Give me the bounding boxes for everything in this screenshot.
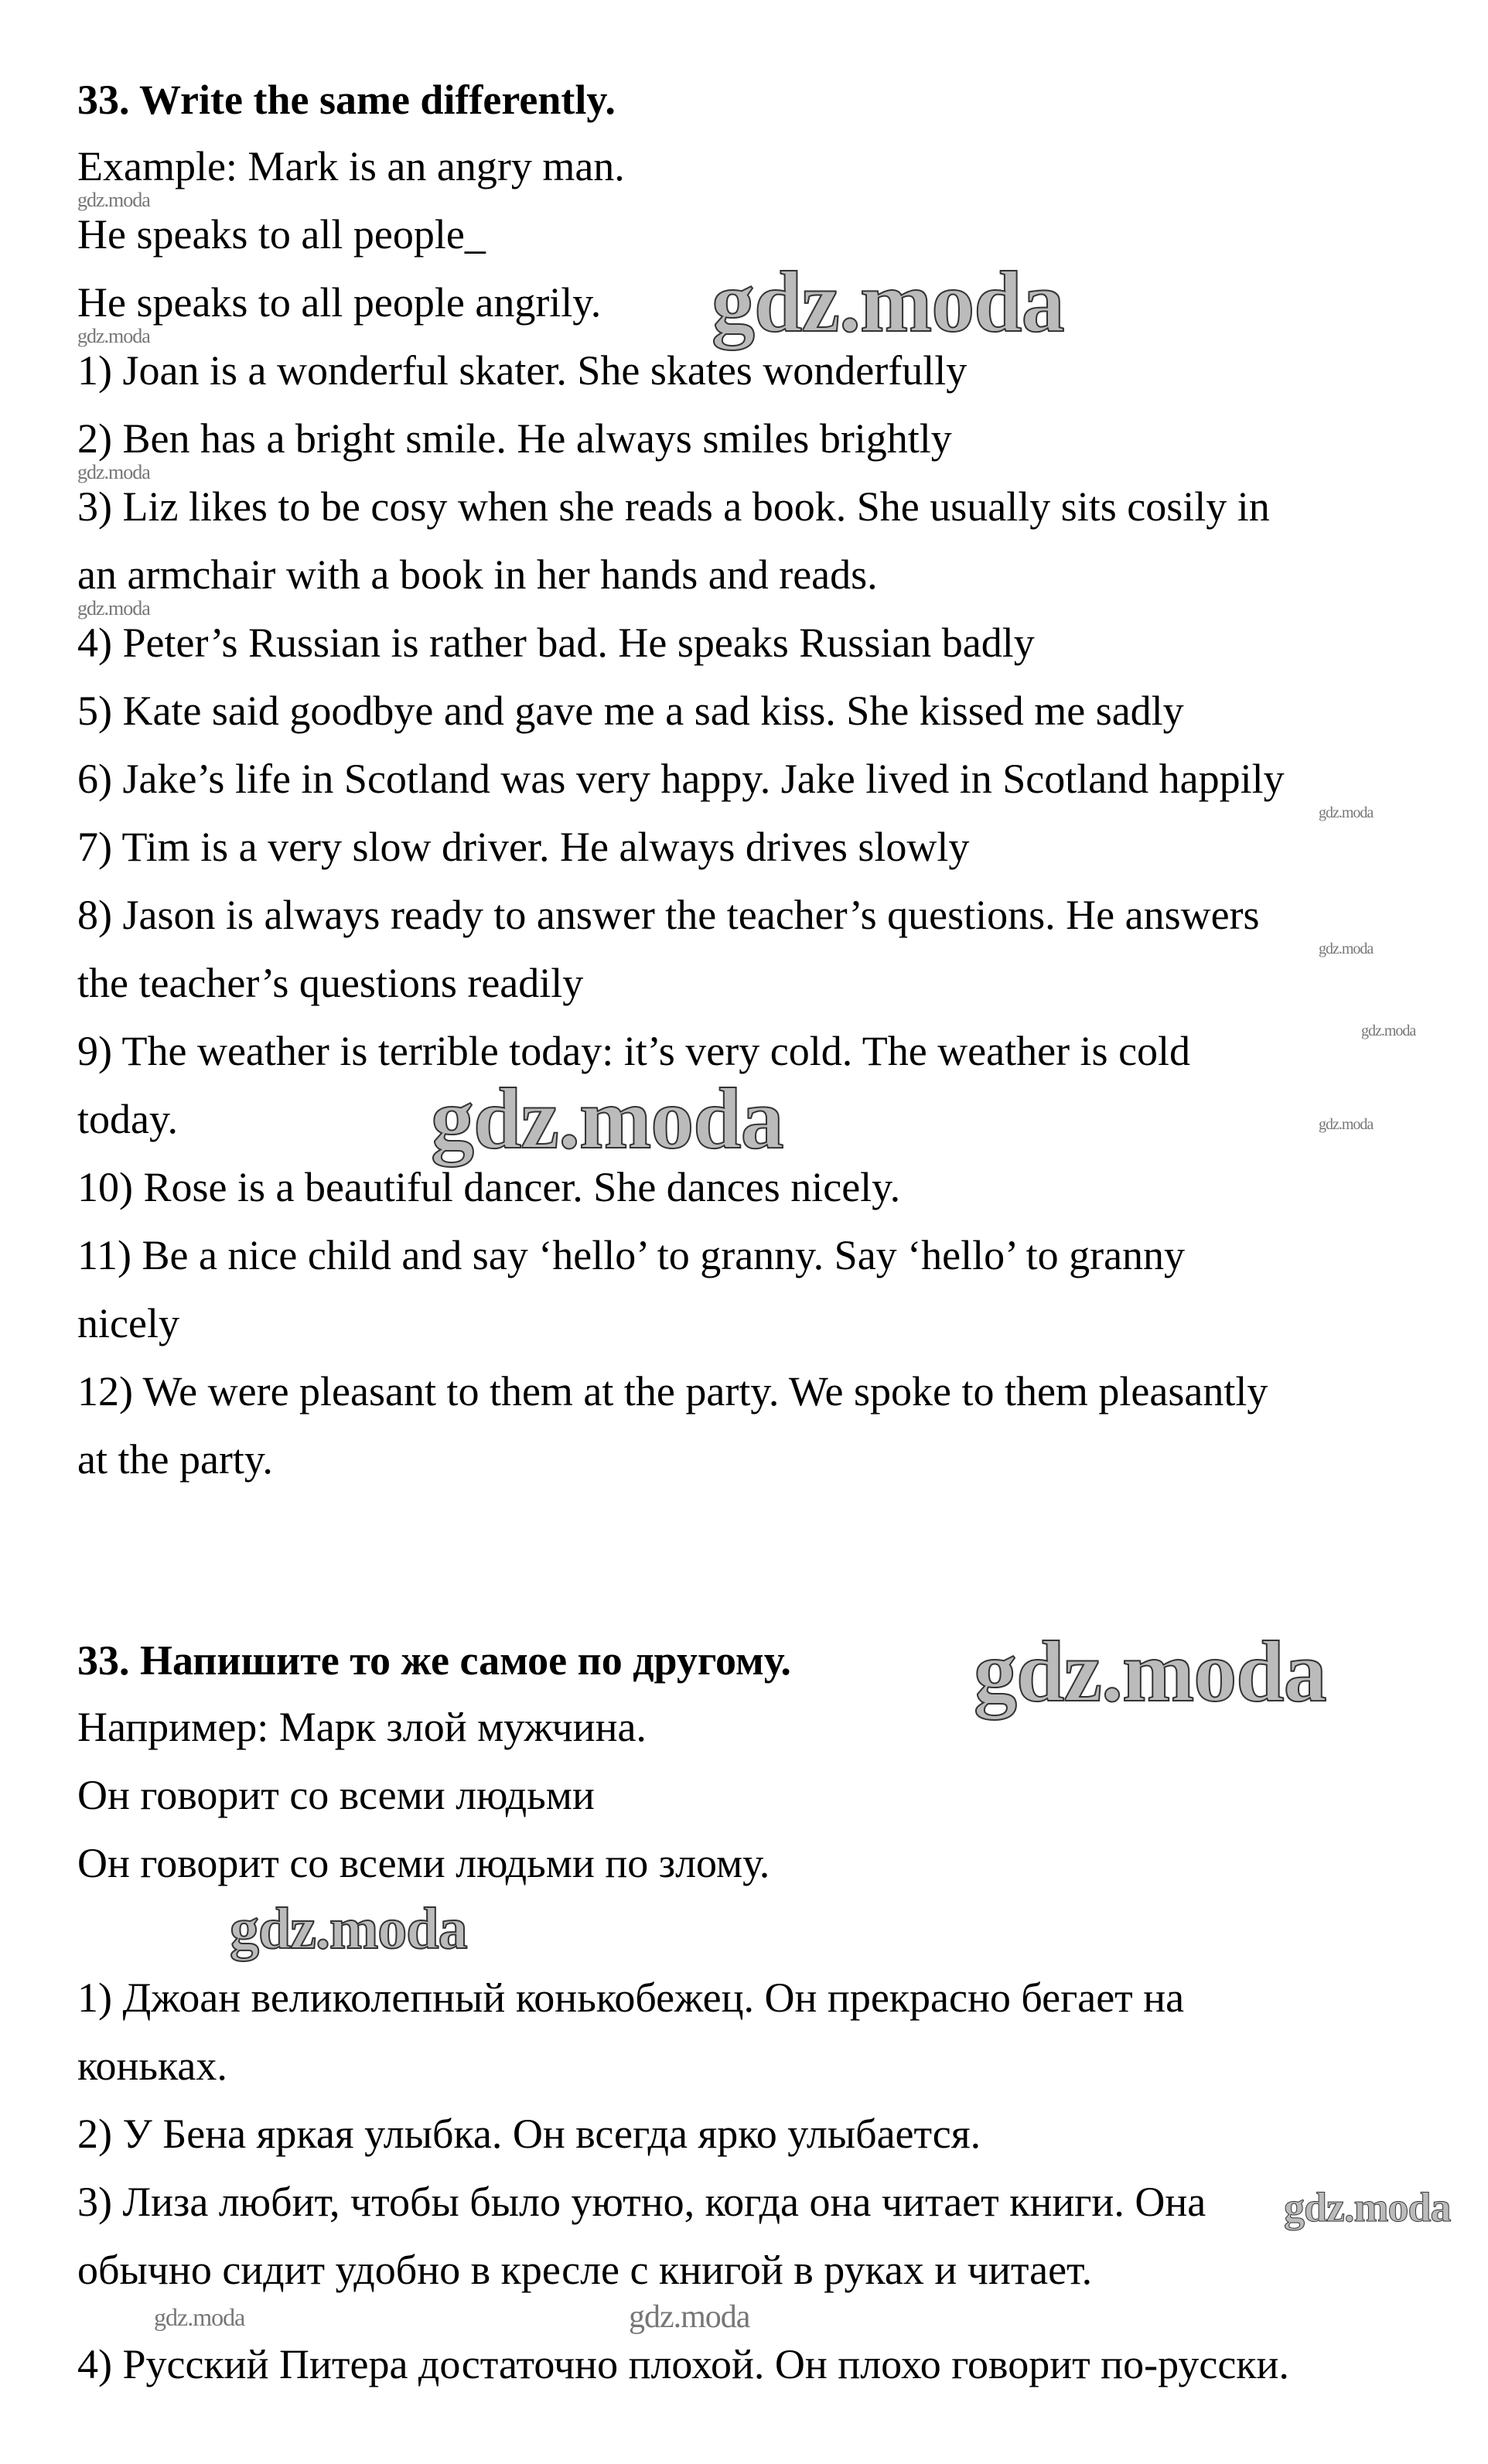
text-line: 6) Jake’s life in Scotland was very happy. Jake lived in Scotland happily: [77, 756, 1285, 802]
watermark-small: gdz.moda: [154, 2303, 245, 2331]
watermark-small: gdz.moda: [77, 597, 150, 619]
text-line: 5) Kate said goodbye and gave me a sad kiss. She kissed me sadly: [77, 688, 1184, 734]
text-line: 11) Be a nice child and say ‘hello’ to granny. Say ‘hello’ to granny: [77, 1232, 1186, 1278]
text-line: коньках.: [77, 2043, 227, 2089]
watermark-small: gdz.moda: [629, 2299, 750, 2335]
text-line: обычно сидит удобно в кресле с книгой в руках и читает.: [77, 2247, 1093, 2293]
exercise-title: 33. Write the same differently.: [77, 77, 616, 123]
text-line: 9) The weather is terrible today: it’s very cold. The weather is cold: [77, 1028, 1191, 1074]
text-line: 1) Joan is a wonderful skater. She skates wonderfully: [77, 347, 968, 394]
watermark-logo: gdz.moda: [431, 1071, 783, 1167]
watermark-small: gdz.moda: [1361, 1022, 1416, 1039]
watermark-small: gdz.moda: [77, 325, 150, 347]
text-line: Он говорит со всеми людьми по злому.: [77, 1840, 770, 1886]
text-line: 2) Ben has a bright smile. He always smiles brightly: [77, 415, 952, 462]
text-line: nicely: [77, 1300, 179, 1346]
text-line: 8) Jason is always ready to answer the teacher’s questions. He answers: [77, 892, 1260, 938]
watermark-small: gdz.moda: [1319, 1116, 1374, 1133]
watermark-small: gdz.moda: [1319, 804, 1374, 821]
text-line: the teacher’s questions readily: [77, 960, 584, 1006]
text-line: Example: Mark is an angry man.: [77, 143, 625, 189]
text-line: 1) Джоан великолепный конькобежец. Он прекрасно бегает на: [77, 1974, 1185, 2021]
text-line: 2) У Бена яркая улыбка. Он всегда ярко улыбается.: [77, 2111, 981, 2157]
text-line: He speaks to all people_: [77, 211, 486, 258]
watermark-logo: gdz.moda: [230, 1896, 467, 1961]
watermark-small: gdz.moda: [1319, 940, 1374, 957]
text-line: 4) Peter’s Russian is rather bad. He speaks Russian badly: [77, 619, 1035, 666]
text-line: He speaks to all people angrily.: [77, 279, 602, 326]
watermark-logo: gdz.moda: [974, 1624, 1326, 1720]
exercise-title: 33. Напишите то же самое по другому.: [77, 1637, 791, 1684]
watermark-small: gdz.moda: [77, 189, 150, 211]
text-line: Он говорит со всеми людьми: [77, 1772, 595, 1818]
text-line: Например: Марк злой мужчина.: [77, 1704, 647, 1750]
watermark-logo: gdz.moda: [712, 254, 1064, 350]
text-line: 10) Rose is a beautiful dancer. She dances nicely.: [77, 1164, 901, 1210]
text-line: 7) Tim is a very slow driver. He always drives slowly: [77, 824, 970, 870]
text-line: today.: [77, 1096, 178, 1142]
text-line: at the party.: [77, 1436, 273, 1483]
text-line: 3) Liz likes to be cosy when she reads a book. She usually sits cosily in: [77, 483, 1270, 530]
watermark-small: gdz.moda: [77, 461, 150, 483]
text-line: an armchair with a book in her hands and reads.: [77, 551, 878, 598]
text-line: 4) Русский Питера достаточно плохой. Он плохо говорит по-русски.: [77, 2341, 1289, 2387]
watermark-logo: gdz.moda: [1284, 2184, 1451, 2230]
text-line: 12) We were pleasant to them at the party. We spoke to them pleasantly: [77, 1368, 1268, 1415]
text-line: 3) Лиза любит, чтобы было уютно, когда она читает книги. Она: [77, 2179, 1206, 2225]
